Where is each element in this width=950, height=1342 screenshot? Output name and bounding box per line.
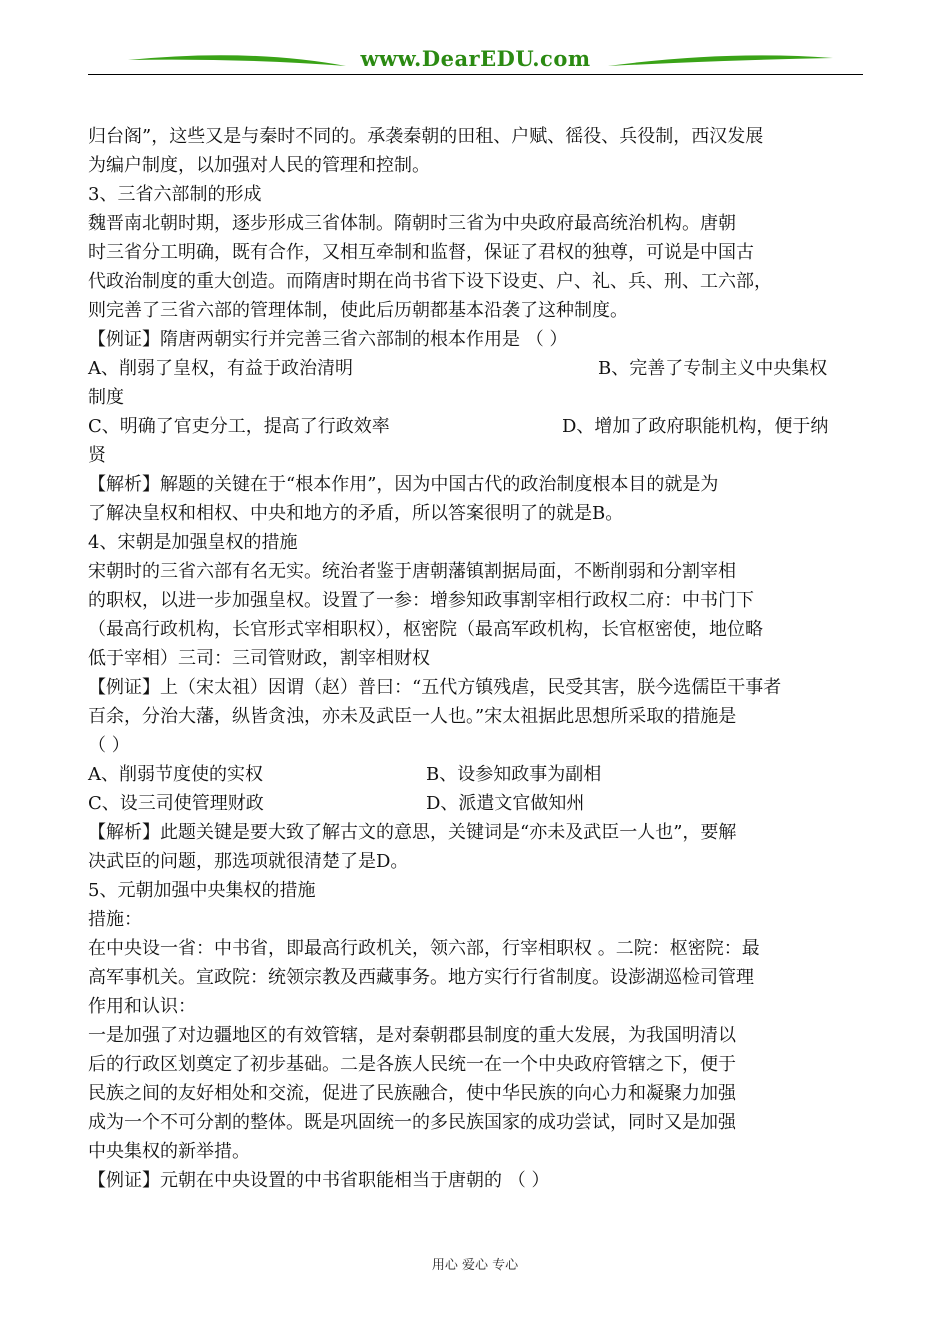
option-row	[88, 789, 863, 818]
analysis-text: 决武臣的问题，那选项就很清楚了是D。	[88, 851, 409, 872]
option-b: B、完善了专制主义中央集权	[598, 358, 828, 379]
option-a: A、削弱了皇权，有益于政治清明	[88, 358, 353, 379]
text-line: 魏晋南北朝时期，逐步形成三省体制。隋朝时三省为中央政府最高统治机构。唐朝	[88, 213, 736, 234]
option-c: C、设三司使管理财政	[88, 793, 264, 814]
text-line: 为编户制度，以加强对人民的管理和控制。	[88, 155, 430, 176]
page-footer: 用心 爱心 专心	[431, 1258, 519, 1273]
example-question: 【例证】元朝在中央设置的中书省职能相当于唐朝的 （ ）	[88, 1170, 550, 1191]
text-line: 代政治制度的重大创造。而隋唐时期在尚书省下设下设吏、户、礼、兵、刑、工六部，	[88, 271, 772, 292]
option-d: D、派遣文官做知州	[426, 793, 585, 814]
example-question: 【例证】隋唐两朝实行并完善三省六部制的根本作用是 （ ）	[88, 329, 568, 350]
option-row	[88, 412, 863, 441]
site-logo[interactable]: www.DearEDU.com	[360, 46, 591, 71]
option-d-continued: 贤	[88, 445, 106, 466]
document-body	[88, 122, 863, 1195]
text-line: 在中央设一省：中书省，即最高行政机关，领六部，行宰相职权 。二院：枢密院：最	[88, 938, 760, 959]
section-heading: 3、三省六部制的形成	[88, 184, 262, 205]
option-d: D、增加了政府职能机构，便于纳	[562, 416, 829, 437]
analysis-text: 了解决皇权和相权、中央和地方的矛盾，所以答案很明了的就是B。	[88, 503, 624, 524]
option-a: A、削弱节度使的实权	[88, 764, 263, 785]
text-line: 低于宰相）三司：三司管财政，割宰相财权	[88, 648, 430, 669]
text-line: 措施：	[88, 909, 142, 930]
option-b: B、设参知政事为副相	[426, 764, 602, 785]
text-line: 时三省分工明确，既有合作，又相互牵制和监督，保证了君权的独尊，可说是中国古	[88, 242, 754, 263]
text-line: 作用和认识：	[88, 996, 196, 1017]
text-line: 则完善了三省六部的管理体制，使此后历朝都基本沿袭了这种制度。	[88, 300, 628, 321]
example-question: 【例证】上（宋太祖）因谓（赵）普曰：“五代方镇残虐，民受其害，朕今选儒臣干事者	[88, 677, 782, 698]
option-c: C、明确了官吏分工，提高了行政效率	[88, 416, 390, 437]
text-line: （最高行政机构，长官形式宰相职权），枢密院（最高军政机构，长官枢密使，地位略	[88, 619, 763, 640]
text-line: 民族之间的友好相处和交流，促进了民族融合，使中华民族的向心力和凝聚力加强	[88, 1083, 736, 1104]
page-header	[88, 40, 863, 80]
analysis-text: 【解析】此题关键是要大致了解古文的意思，关键词是“亦未及武臣一人也”，要解	[88, 822, 737, 843]
text-line: 一是加强了对边疆地区的有效管辖，是对秦朝郡县制度的重大发展，为我国明清以	[88, 1025, 736, 1046]
section-heading: 5、元朝加强中央集权的措施	[88, 880, 316, 901]
text-line: 后的行政区划奠定了初步基础。二是各族人民统一在一个中央政府管辖之下，便于	[88, 1054, 736, 1075]
text-line: 中央集权的新举措。	[88, 1141, 250, 1162]
text-line: 归台阁”，这些又是与秦时不同的。承袭秦朝的田租、户赋、徭役、兵役制，西汉发展	[88, 126, 764, 147]
text-line: 成为一个不可分割的整体。既是巩固统一的多民族国家的成功尝试，同时又是加强	[88, 1112, 736, 1133]
header-rule	[88, 74, 863, 75]
option-row	[88, 354, 863, 383]
text-line: 高军事机关。宣政院：统领宗教及西藏事务。地方实行行省制度。设澎湖巡检司管理	[88, 967, 754, 988]
text-line: 的职权，以进一步加强皇权。设置了一参：增参知政事割宰相行政权二府：中书门下	[88, 590, 754, 611]
option-b-continued: 制度	[88, 387, 124, 408]
example-question: 百余，分治大藩，纵皆贪浊，亦未及武臣一人也。”宋太祖据此思想所采取的措施是	[88, 706, 737, 727]
analysis-text: 【解析】解题的关键在于“根本作用”，因为中国古代的政治制度根本目的就是为	[88, 474, 719, 495]
text-line: 宋朝时的三省六部有名无实。统治者鉴于唐朝藩镇割据局面，不断削弱和分割宰相	[88, 561, 736, 582]
option-row	[88, 760, 863, 789]
section-heading: 4、宋朝是加强皇权的措施	[88, 532, 298, 553]
example-question: （ ）	[88, 735, 130, 756]
